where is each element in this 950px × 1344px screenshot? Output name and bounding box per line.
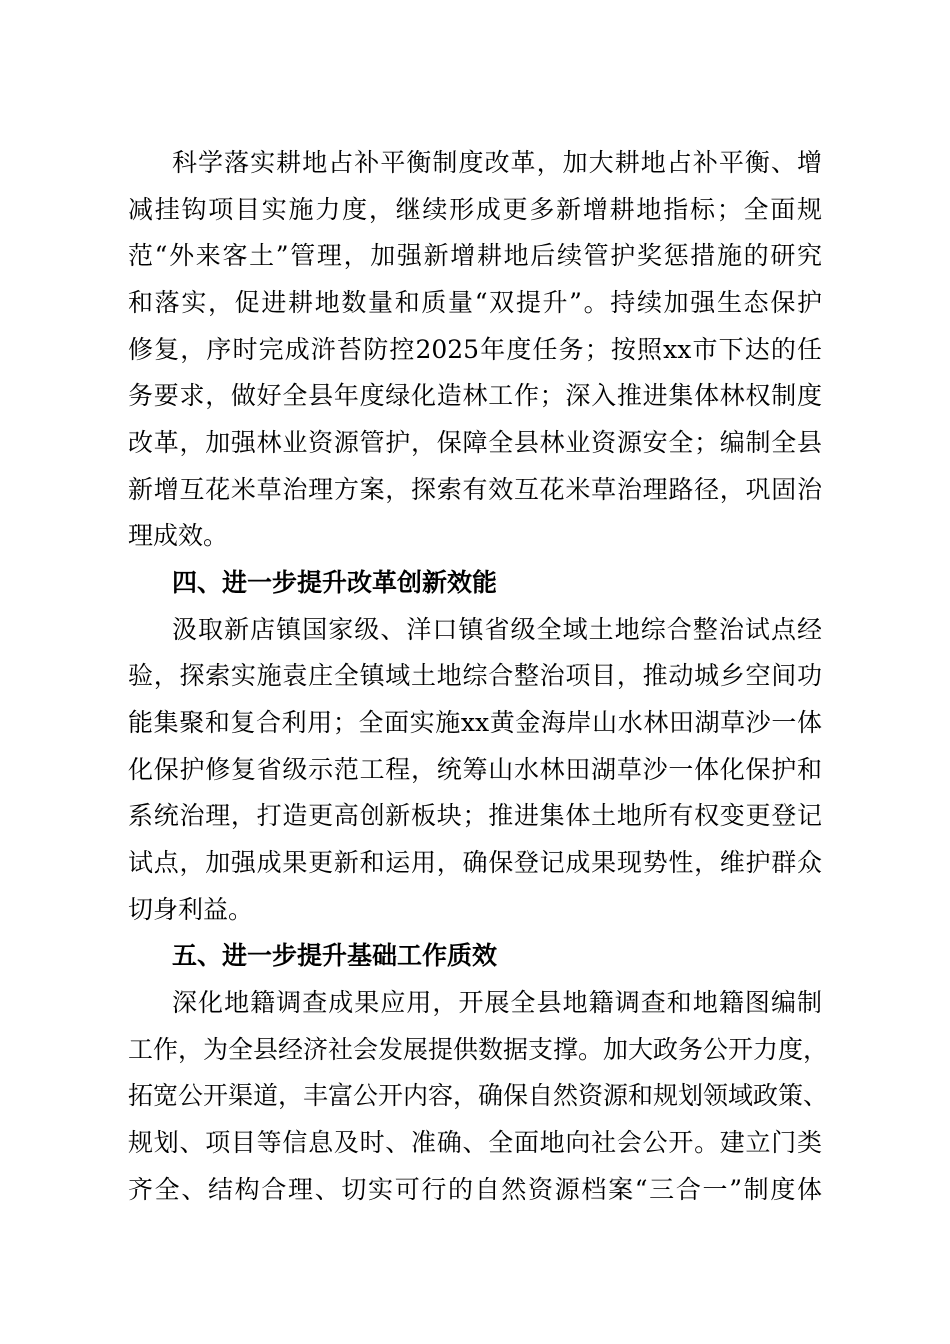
paragraph-line: 齐全、结构合理、切实可行的自然资源档案“三合一”制度体 [128, 1175, 822, 1204]
paragraph-line: 汲取新店镇国家级、洋口镇省级全域土地综合整治试点经 [172, 615, 822, 644]
paragraph-line: 能集聚和复合利用；全面实施xx黄金海岸山水林田湖草沙一体 [128, 708, 822, 737]
paragraph-line: 务要求，做好全县年度绿化造林工作；深入推进集体林权制度 [128, 381, 822, 410]
paragraph-line: 科学落实耕地占补平衡制度改革，加大耕地占补平衡、增 [172, 148, 822, 177]
paragraph-line: 改革，加强林业资源管护，保障全县林业资源安全；编制全县 [128, 428, 822, 457]
paragraph-line: 工作，为全县经济社会发展提供数据支撑。加大政务公开力度， [128, 1035, 829, 1064]
paragraph-line: 切身利益。 [128, 895, 254, 924]
paragraph-line: 验，探索实施袁庄全镇域土地综合整治项目，推动城乡空间功 [128, 661, 822, 690]
paragraph-line: 化保护修复省级示范工程，统筹山水林田湖草沙一体化保护和 [128, 755, 822, 784]
paragraph-line: 和落实，促进耕地数量和质量“双提升”。持续加强生态保护 [128, 288, 822, 317]
paragraph-line: 范“外来客土”管理，加强新增耕地后续管护奖惩措施的研究 [128, 241, 822, 270]
section-heading-4: 四、进一步提升改革创新效能 [172, 568, 498, 597]
paragraph-line: 修复，序时完成浒苔防控2025年度任务；按照xx市下达的任 [128, 335, 822, 364]
paragraph-line: 减挂钩项目实施力度，继续形成更多新增耕地指标；全面规 [128, 195, 822, 224]
paragraph-line: 深化地籍调查成果应用，开展全县地籍调查和地籍图编制 [172, 988, 822, 1017]
paragraph-line: 试点，加强成果更新和运用，确保登记成果现势性，维护群众 [128, 848, 822, 877]
paragraph-line: 拓宽公开渠道，丰富公开内容，确保自然资源和规划领域政策、 [128, 1081, 829, 1110]
paragraph-line: 规划、项目等信息及时、准确、全面地向社会公开。建立门类 [128, 1128, 822, 1157]
paragraph-line: 新增互花米草治理方案，探索有效互花米草治理路径，巩固治 [128, 475, 822, 504]
section-heading-5: 五、进一步提升基础工作质效 [172, 941, 498, 970]
paragraph-line: 理成效。 [128, 521, 229, 550]
paragraph-line: 系统治理，打造更高创新板块；推进集体土地所有权变更登记 [128, 801, 822, 830]
